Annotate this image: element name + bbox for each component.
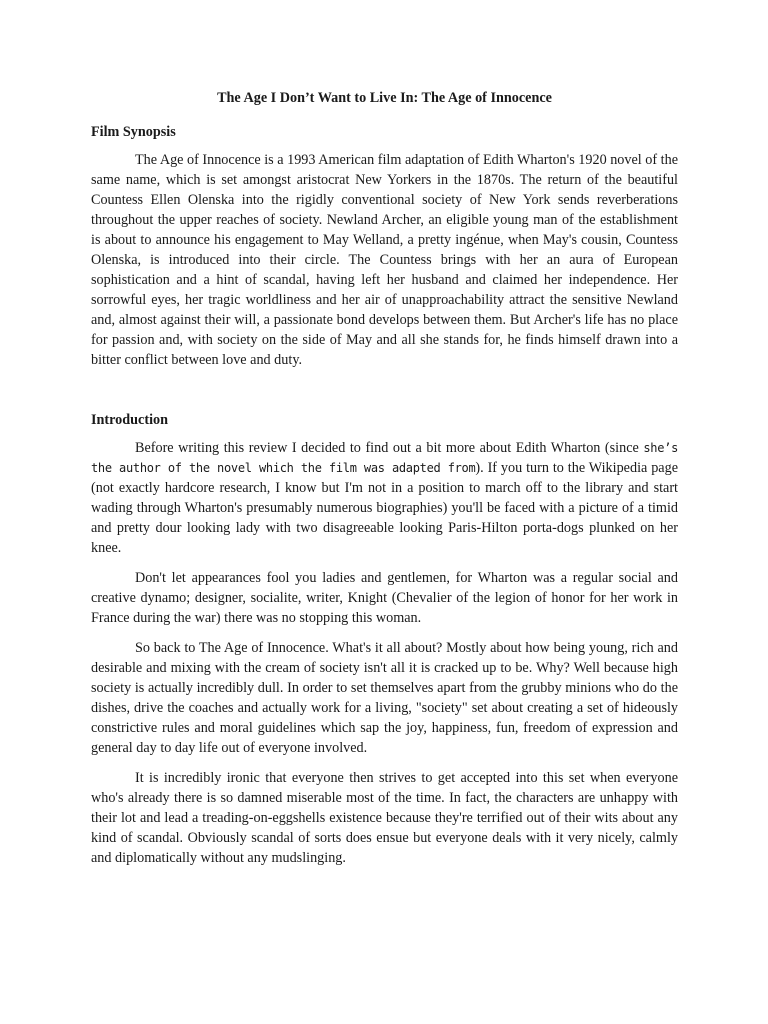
introduction-paragraph-2: Don't let appearances fool you ladies and gentlemen, for Wharton was a regular social and creative dynamo; designer, socialite, writer, Knight (Chevalier of the legion of honor for her work in France during the war) there was no stopping this woman. [91, 570, 678, 626]
introduction-heading: Introduction [91, 412, 168, 428]
section-spacer [91, 380, 678, 410]
document-page [91, 88, 678, 878]
introduction-paragraph-4: It is incredibly ironic that everyone then strives to get accepted into this set when everyone who's already there is so damned miserable most of the time. In fact, the characters are unhappy with their lot and lead a treading-on-eggshells existence because they're terrified out of their wits about any kind of scandal. Obviously scandal of sorts does ensue but everyone deals with it very nicely, calmly and diplomatically without any mudslinging. [91, 770, 678, 866]
intro-p1-text-a: Before writing this review I decided to find out a bit more about Edith Wharton (since [135, 440, 644, 456]
intro-p1-text-b: she’s the author of the novel which the film was adapted from [91, 441, 678, 475]
introduction-paragraph-3: So back to The Age of Innocence. What's it all about? Mostly about how being young, rich and desirable and mixing with the cream of society isn't all it is cracked up to be. Why? Well because high society is actually incredibly dull. In order to set themselves apart from the grubby minions who do the dishes, drive the coaches and actually work for a living, "society" set about creating a set of hideously constrictive rules and moral guidelines which sap the joy, happiness, fun, freedom of expression and general day to day life out of everyone involved. [91, 640, 678, 756]
synopsis-paragraph: The Age of Innocence is a 1993 American film adaptation of Edith Wharton's 1920 novel of the same name, which is set amongst aristocrat New Yorkers in the 1870s. The return of the beautiful Countess Ellen Olenska into the rigidly conventional society of New York sends reverberations throughout the upper reaches of society. Newland Archer, an eligible young man of the establishment is about to announce his engagement to May Welland, a pretty ingénue, when May's cousin, Countess Olenska, is introduced into their circle. The Countess brings with her an aura of European sophistication and a hint of scandal, having left her husband and claimed her independence. Her sorrowful eyes, her tragic worldliness and her air of unapproachability attract the sensitive Newland and, almost against their will, a passionate bond develops between them. But Archer's life has no place for passion and, with society on the side of May and all she stands for, he finds himself drawn into a bitter conflict between love and duty. [91, 152, 678, 368]
intro-p1-text-c: ). If you turn to the Wikipedia page (not exactly hardcore research, I know but I'm not in a position to march off to the library and start wading through Wharton's presumably numerous biographies) you'll be faced with a picture of a timid and pretty dour looking lady with two disagreeable looking Paris-Hilton porta-dogs plunked on her knee. [91, 460, 678, 556]
document-title: The Age I Don’t Want to Live In: The Age of Innocence [217, 90, 552, 106]
introduction-paragraph-1 [91, 438, 678, 558]
synopsis-heading: Film Synopsis [91, 124, 176, 140]
